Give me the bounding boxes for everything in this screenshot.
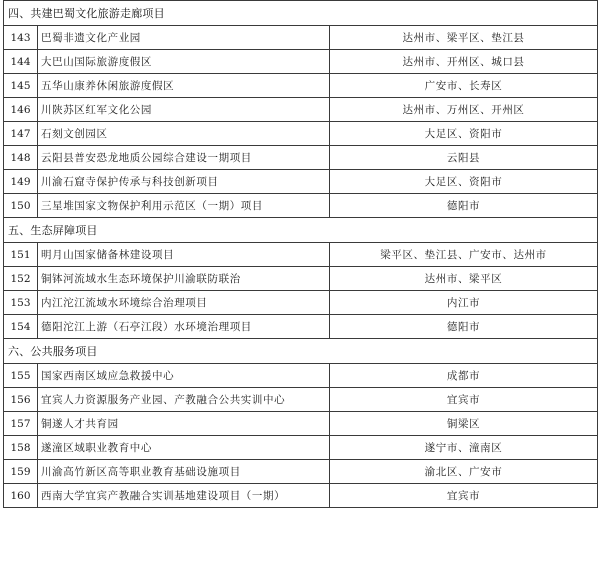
table-row	[4, 412, 598, 436]
table-row	[4, 484, 598, 508]
project-location: 达州市、开州区、城口县	[330, 50, 598, 74]
section-title: 六、公共服务项目	[4, 339, 598, 364]
table-row	[4, 436, 598, 460]
row-number: 153	[4, 291, 38, 315]
project-name: 铜钵河流域水生态环境保护川渝联防联治	[38, 267, 330, 291]
project-name: 五华山康养休闲旅游度假区	[38, 74, 330, 98]
row-number: 146	[4, 98, 38, 122]
project-name: 川渝石窟寺保护传承与科技创新项目	[38, 170, 330, 194]
row-number: 154	[4, 315, 38, 339]
table-row	[4, 315, 598, 339]
project-location: 大足区、资阳市	[330, 170, 598, 194]
table-row	[4, 26, 598, 50]
section-header-row	[4, 218, 598, 243]
project-location: 宜宾市	[330, 484, 598, 508]
row-number: 149	[4, 170, 38, 194]
project-location: 渝北区、广安市	[330, 460, 598, 484]
project-table-body	[4, 1, 598, 508]
table-row	[4, 364, 598, 388]
project-location: 成都市	[330, 364, 598, 388]
row-number: 144	[4, 50, 38, 74]
project-name: 西南大学宜宾产教融合实训基地建设项目（一期）	[38, 484, 330, 508]
project-name: 明月山国家储备林建设项目	[38, 243, 330, 267]
project-name: 巴蜀非遗文化产业园	[38, 26, 330, 50]
project-location: 大足区、资阳市	[330, 122, 598, 146]
project-location: 梁平区、垫江县、广安市、达州市	[330, 243, 598, 267]
project-name: 川陕苏区红军文化公园	[38, 98, 330, 122]
project-name: 川渝高竹新区高等职业教育基础设施项目	[38, 460, 330, 484]
project-name: 云阳县普安恐龙地质公园综合建设一期项目	[38, 146, 330, 170]
project-location: 德阳市	[330, 315, 598, 339]
table-row	[4, 194, 598, 218]
project-name: 遂潼区域职业教育中心	[38, 436, 330, 460]
section-header-row	[4, 339, 598, 364]
row-number: 158	[4, 436, 38, 460]
project-name: 铜遂人才共育园	[38, 412, 330, 436]
project-location: 达州市、梁平区	[330, 267, 598, 291]
project-name: 内江沱江流域水环境综合治理项目	[38, 291, 330, 315]
project-location: 遂宁市、潼南区	[330, 436, 598, 460]
project-name: 大巴山国际旅游度假区	[38, 50, 330, 74]
project-name: 国家西南区域应急救援中心	[38, 364, 330, 388]
project-name: 三星堆国家文物保护利用示范区（一期）项目	[38, 194, 330, 218]
project-location: 广安市、长寿区	[330, 74, 598, 98]
section-title: 五、生态屏障项目	[4, 218, 598, 243]
row-number: 157	[4, 412, 38, 436]
table-row	[4, 460, 598, 484]
table-row	[4, 170, 598, 194]
table-row	[4, 50, 598, 74]
table-row	[4, 146, 598, 170]
table-row	[4, 122, 598, 146]
project-location: 德阳市	[330, 194, 598, 218]
row-number: 155	[4, 364, 38, 388]
table-row	[4, 74, 598, 98]
row-number: 160	[4, 484, 38, 508]
row-number: 152	[4, 267, 38, 291]
project-location: 云阳县	[330, 146, 598, 170]
section-title: 四、共建巴蜀文化旅游走廊项目	[4, 1, 598, 26]
table-row	[4, 98, 598, 122]
row-number: 147	[4, 122, 38, 146]
project-name: 宜宾人力资源服务产业园、产教融合公共实训中心	[38, 388, 330, 412]
row-number: 156	[4, 388, 38, 412]
project-location: 达州市、梁平区、垫江县	[330, 26, 598, 50]
project-location: 铜梁区	[330, 412, 598, 436]
section-header-row	[4, 1, 598, 26]
table-row	[4, 291, 598, 315]
table-row	[4, 243, 598, 267]
row-number: 145	[4, 74, 38, 98]
table-row	[4, 267, 598, 291]
project-name: 德阳沱江上游（石亭江段）水环境治理项目	[38, 315, 330, 339]
project-location: 宜宾市	[330, 388, 598, 412]
row-number: 143	[4, 26, 38, 50]
row-number: 150	[4, 194, 38, 218]
table-row	[4, 388, 598, 412]
project-location: 达州市、万州区、开州区	[330, 98, 598, 122]
project-name: 石刻文创园区	[38, 122, 330, 146]
project-table	[3, 0, 598, 508]
row-number: 148	[4, 146, 38, 170]
row-number: 159	[4, 460, 38, 484]
row-number: 151	[4, 243, 38, 267]
project-location: 内江市	[330, 291, 598, 315]
